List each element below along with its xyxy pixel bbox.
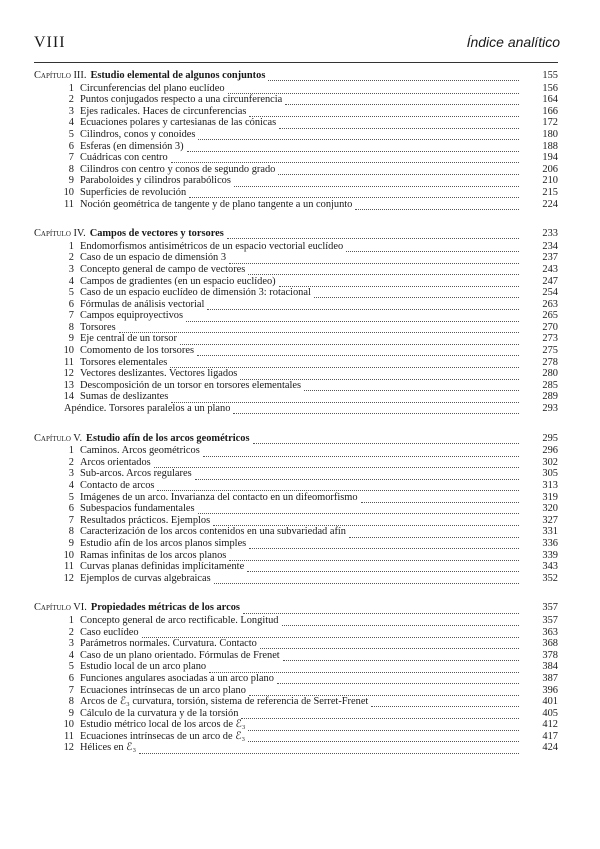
section-title: Sub-arcos. Arcos regulares [80,468,192,480]
section-title: Estudio local de un arco plano [80,661,207,673]
dot-leader [157,482,519,491]
section-page: 363 [542,626,558,638]
page-header [34,34,560,54]
section-number: 1 [68,445,74,457]
section-page: 417 [542,730,558,742]
section-title: Estudio métrico local de los arcos de ℰ₃ [80,719,246,731]
section-title: Arcos orientados [80,456,151,468]
section-number: 12 [63,572,74,584]
section-page: 247 [542,275,558,287]
section-page: 164 [542,94,558,106]
section-number: 7 [68,152,74,164]
section-number: 8 [68,321,74,333]
dot-leader [198,131,519,140]
dot-leader [304,382,519,391]
section-page: 405 [542,707,558,719]
chapter [34,70,558,210]
section-entry [34,187,558,199]
section-entry [34,94,558,106]
section-title: Apéndice. Torsores paralelos a un plano [64,403,231,415]
section-title: Funciones angulares asociadas a un arco plano [80,672,274,684]
section-entry [34,638,558,650]
section-page: 305 [542,468,558,480]
dot-leader [195,471,519,480]
running-title: Índice analítico [466,34,560,50]
dot-leader [279,120,519,129]
chapter-heading [34,228,558,240]
section-title: Resultados prácticos. Ejemplos [80,514,211,526]
dot-leader [198,505,519,514]
section-title: Paraboloides y cilindros parabólicos [80,175,231,187]
dot-leader [243,605,519,614]
chapter-label: Capítulo V. [34,432,83,444]
dot-leader [260,640,519,649]
section-number: 4 [68,480,74,491]
section-number: 2 [68,252,74,264]
section-entry [34,345,558,357]
section-title: Eje central de un torsor [80,333,177,345]
section-number: 3 [68,468,74,480]
dot-leader [233,405,519,414]
section-entry [34,538,558,550]
section-number: 14 [63,391,74,403]
dot-leader [361,494,519,503]
section-number: 11 [63,561,74,573]
header-rule [34,62,558,63]
chapter-title: Campos de vectores y torsores [89,228,224,240]
section-entry [34,276,558,288]
section-page: 265 [542,310,558,322]
section-page: 401 [542,696,558,708]
section-title: Comomento de los torsores [80,345,194,357]
dot-leader [349,529,519,538]
section-page: 327 [542,514,558,526]
section-title: Caso de un espacio de dimensión 3 [80,252,227,264]
section-page: 293 [542,403,558,415]
section-title: Fórmulas de análisis vectorial [80,298,205,310]
section-title: Endomorfismos antisimétricos de un espacio vectorial euclídeo [80,240,344,252]
section-entry [34,391,558,403]
section-entry [34,141,558,153]
section-number: 5 [68,491,74,503]
section-number: 4 [68,275,74,287]
section-page: 188 [542,140,558,152]
section-page: 263 [542,298,558,310]
section-number: 11 [63,730,74,742]
dot-leader [209,664,519,673]
section-entry [34,287,558,299]
section-title: Ejes radicales. Haces de circunferencias [80,105,247,117]
section-entry [34,673,558,685]
section-entry [34,357,558,369]
section-number: 7 [68,514,74,526]
section-number: 7 [68,684,74,696]
dot-leader [207,301,519,310]
section-number: 11 [63,198,74,210]
dot-leader [355,201,519,210]
section-number: 5 [68,128,74,140]
section-number: 8 [68,163,74,175]
dot-leader [214,575,519,584]
section-number: 6 [68,672,74,684]
table-of-contents [34,70,558,772]
dot-leader [154,459,519,468]
section-page: 289 [542,391,558,403]
chapter-title: Propiedades métricas de los arcos [90,602,240,614]
section-title: Descomposición de un torsor en torsores elementales [80,379,302,391]
section-entry [34,117,558,129]
section-page: 336 [542,537,558,549]
section-title: Cilindros, conos y conoides [80,128,196,140]
section-page: 194 [542,152,558,164]
section-number: 3 [68,105,74,117]
chapter-heading [34,70,558,82]
section-entry [34,310,558,322]
section-title: Hélices en ℰ₃ [80,742,137,754]
section-number: 8 [68,696,74,708]
section-title: Caso de un plano orientado. Fórmulas de Frenet [80,649,280,661]
dot-leader [268,72,519,81]
dot-leader [227,230,519,239]
section-entry [34,199,558,211]
section-title: Campos de gradientes (en un espacio euclídeo) [80,275,276,287]
dot-leader [180,336,519,345]
dot-leader [171,154,519,163]
section-title: Vectores deslizantes. Vectores ligados [80,368,238,380]
section-number: 6 [68,503,74,515]
section-entry [34,380,558,392]
section-entry [34,561,558,573]
section-page: 156 [542,82,558,94]
section-page: 357 [542,614,558,626]
section-title: Caracterización de los arcos contenidos en una subvariedad afín [80,526,347,538]
section-page: 280 [542,368,558,380]
section-number: 10 [63,719,74,731]
dot-leader [283,652,519,661]
section-number: 6 [68,140,74,152]
dot-leader [279,278,519,287]
section-number: 5 [68,287,74,299]
section-entry [34,83,558,95]
section-number: 12 [63,742,74,754]
chapter-heading [34,602,558,614]
chapter-label: Capítulo IV. [34,228,86,240]
dot-leader [229,552,519,561]
dot-leader [249,687,519,696]
section-page: 234 [542,240,558,252]
dot-leader [170,359,519,368]
section-number: 2 [68,456,74,468]
section-page: 339 [542,549,558,561]
dot-leader [249,540,519,549]
section-title: Torsores [80,321,116,333]
section-entry [34,503,558,515]
dot-leader [234,178,519,187]
chapter-label: Capítulo VI. [34,602,87,614]
section-number: 1 [68,614,74,626]
section-page: 296 [542,445,558,457]
section-number: 11 [63,356,74,368]
section-page: 206 [542,163,558,175]
section-title: Ecuaciones polares y cartesianas de las cónicas [80,117,277,129]
chapter-title: Estudio elemental de algunos conjuntos [90,70,266,81]
section-number: 9 [68,537,74,549]
dot-leader [229,255,519,264]
dot-leader [142,629,519,638]
section-entry [34,264,558,276]
section-entry [34,252,558,264]
section-number: 10 [63,345,74,357]
section-title: Arcos de ℰ₃ curvatura, torsión, sistema de referencia de Serret-Frenet [80,696,369,708]
dot-leader [285,96,519,105]
section-number: 9 [68,175,74,187]
section-title: Parámetros normales. Curvatura. Contacto [80,638,257,650]
section-entry [34,322,558,334]
section-page: 396 [542,684,558,696]
chapter-page: 155 [542,70,558,81]
section-page: 210 [542,175,558,187]
section-entry [34,627,558,639]
chapter-page: 233 [542,228,558,240]
section-title: Esferas (en dimensión 3) [80,140,184,152]
section-entry [34,480,558,492]
section-page: 180 [542,128,558,140]
section-page: 254 [542,287,558,299]
section-title: Torsores elementales [80,356,168,368]
dot-leader [213,517,519,526]
section-number: 9 [68,333,74,345]
section-entry [34,650,558,662]
section-title: Subespacios fundamentales [80,503,195,515]
dot-leader [187,143,519,152]
chapter-title: Estudio afín de los arcos geométricos [86,432,250,444]
section-entry [34,661,558,673]
section-page: 172 [542,117,558,129]
section-page: 313 [542,480,558,491]
section-title: Ecuaciones intrínsecas de un arco plano [80,684,246,696]
dot-leader [197,347,519,356]
section-title: Caso euclídeo [80,626,139,638]
section-entry [34,615,558,627]
section-page: 343 [542,561,558,573]
dot-leader [248,722,519,731]
dot-leader [249,108,519,117]
section-entry [34,241,558,253]
section-entry [34,106,558,118]
section-entry [34,573,558,585]
section-entry [34,152,558,164]
section-entry [34,333,558,345]
section-page: 387 [542,672,558,684]
section-number: 13 [63,379,74,391]
dot-leader [346,243,519,252]
section-title: Cuádricas con centro [80,152,168,164]
dot-leader [371,698,519,707]
section-entry [34,129,558,141]
section-number: 6 [68,298,74,310]
chapter-label: Capítulo III. [34,70,87,81]
section-page: 424 [542,742,558,754]
section-number: 7 [68,310,74,322]
dot-leader [189,189,519,198]
section-number: 4 [68,649,74,661]
section-page: 275 [542,345,558,357]
section-page: 237 [542,252,558,264]
section-title: Estudio afín de los arcos planos simples [80,537,247,549]
dot-leader [253,435,520,444]
dot-leader [247,563,519,572]
section-title: Ejemplos de curvas algebraicas [80,572,211,584]
appendix-entry [34,403,558,415]
section-number: 5 [68,661,74,673]
section-title: Noción geométrica de tangente y de plano tangente a un conjunto [80,198,353,210]
dot-leader [119,324,519,333]
dot-leader [314,289,519,298]
dot-leader [241,710,519,719]
section-page: 302 [542,456,558,468]
chapter [34,602,558,754]
section-page: 331 [542,526,558,538]
dot-leader [203,448,519,457]
section-title: Curvas planas definidas implícitamente [80,561,245,573]
section-title: Sumas de deslizantes [80,391,169,403]
section-number: 10 [63,186,74,198]
section-page: 352 [542,572,558,584]
section-title: Circunferencias del plano euclídeo [80,82,225,94]
page-number: VIII [34,34,66,51]
section-page: 278 [542,356,558,368]
section-number: 10 [63,549,74,561]
section-title: Campos equiproyectivos [80,310,184,322]
section-entry [34,731,558,743]
section-page: 384 [542,661,558,673]
dot-leader [171,394,519,403]
section-entry [34,526,558,538]
section-page: 215 [542,186,558,198]
section-entry [34,457,558,469]
section-entry [34,515,558,527]
dot-leader [282,617,520,626]
section-entry [34,368,558,380]
dot-leader [248,733,519,742]
section-page: 285 [542,379,558,391]
section-title: Ecuaciones intrínsecas de un arco de ℰ₃ [80,730,246,742]
dot-leader [228,85,519,94]
section-title: Puntos conjugados respecto a una circunferencia [80,94,283,106]
section-entry [34,445,558,457]
section-title: Cilindros con centro y conos de segundo grado [80,163,276,175]
section-number: 1 [68,240,74,252]
section-page: 166 [542,105,558,117]
section-title: Superficies de revolución [80,186,187,198]
chapter-page: 295 [542,432,558,444]
dot-leader [186,313,519,322]
section-title: Contacto de arcos [80,480,155,491]
section-entry [34,492,558,504]
section-page: 368 [542,638,558,650]
section-page: 224 [542,198,558,210]
dot-leader [248,266,519,275]
section-entry [34,550,558,562]
dot-leader [277,675,519,684]
section-title: Concepto general de arco rectificable. Longitud [80,614,279,626]
section-entry [34,742,558,754]
section-number: 3 [68,263,74,275]
section-title: Caso de un espacio euclídeo de dimensión 3: rotacional [80,287,311,299]
section-number: 2 [68,94,74,106]
section-page: 273 [542,333,558,345]
section-number: 12 [63,368,74,380]
dot-leader [278,166,519,175]
section-title: Concepto general de campo de vectores [80,263,246,275]
dot-leader [139,745,519,754]
section-title: Imágenes de un arco. Invarianza del contacto en un difeomorfismo [80,491,358,503]
section-number: 2 [68,626,74,638]
section-number: 8 [68,526,74,538]
chapter [34,433,558,585]
section-number: 9 [68,707,74,719]
section-page: 412 [542,719,558,731]
section-entry [34,685,558,697]
section-entry [34,468,558,480]
section-entry [34,299,558,311]
chapter-page: 357 [542,602,558,614]
section-number: 3 [68,638,74,650]
section-page: 243 [542,263,558,275]
section-entry [34,708,558,720]
section-entry [34,175,558,187]
chapter-heading [34,433,558,445]
section-number: 1 [68,82,74,94]
section-number: 4 [68,117,74,129]
section-title: Ramas infinitas de los arcos planos [80,549,227,561]
chapter [34,228,558,415]
section-page: 320 [542,503,558,515]
section-page: 378 [542,649,558,661]
section-title: Caminos. Arcos geométricos [80,445,200,457]
section-page: 319 [542,491,558,503]
dot-leader [240,371,519,380]
section-page: 270 [542,321,558,333]
section-entry [34,719,558,731]
section-entry [34,696,558,708]
section-title: Cálculo de la curvatura y de la torsión [80,707,239,719]
section-entry [34,164,558,176]
